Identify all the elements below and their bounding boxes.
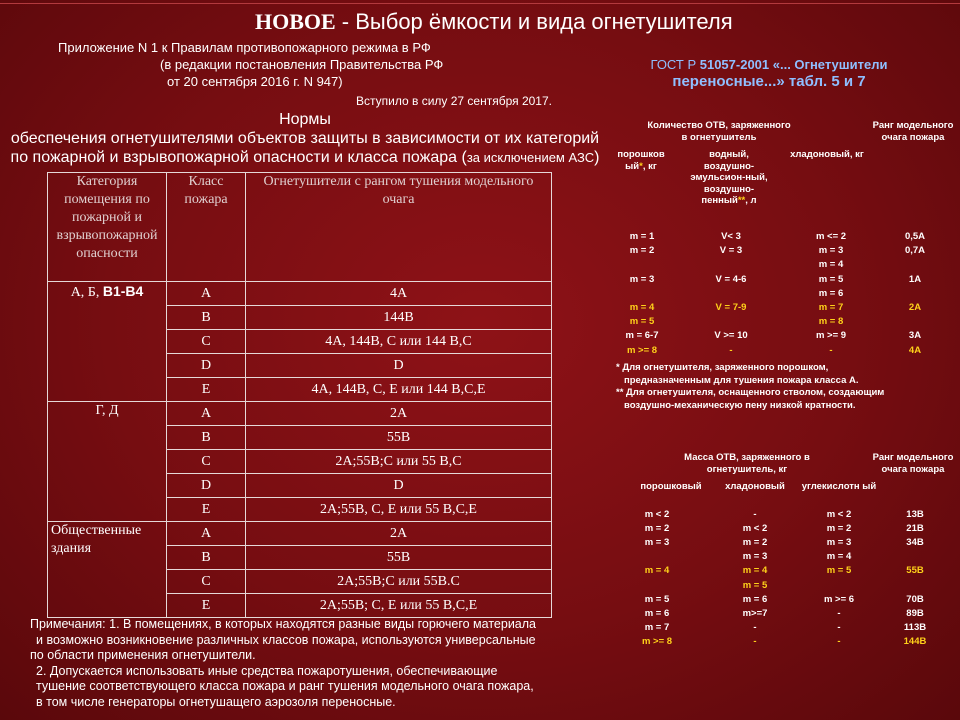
table7-cell-h: - (753, 509, 757, 520)
table5-cell-w: - (729, 344, 733, 356)
table7-header-powder: порошковый (640, 481, 702, 492)
table5-cell-r: 4А (908, 344, 922, 356)
extinguisher-cell: 2А (246, 402, 552, 426)
gost-title: переносные...» табл. 5 и 7 (672, 73, 866, 90)
note-line: в том числе генераторы огнетушащего аэрозоля переносные. (36, 694, 396, 709)
note-line: по области применения огнетушители. (30, 648, 256, 662)
fire-class-cell: С (167, 330, 246, 354)
effective-date: Вступило в силу 27 сентября 2017. (356, 94, 552, 108)
table7-cell-r: 13В (906, 509, 924, 520)
table5-cell-h: m = 4 (818, 259, 844, 271)
table5-cell-h: m >= 9 (815, 330, 847, 342)
fire-class-cell: Е (167, 378, 246, 402)
norms-line-2: обеспечения огнетушителями объектов защиты в зависимости от их категорий (10, 130, 600, 147)
table-row (48, 402, 552, 426)
table5-cell-w: V >= 10 (714, 330, 748, 342)
norms-line-3-text: по пожарной и взрывопожарной опасности и класса пожара ( (10, 149, 467, 166)
table7-cell-c: m = 2 (826, 523, 852, 535)
norms-line-3-end: ) (594, 149, 600, 166)
table5-cell-p: m = 2 (629, 245, 655, 257)
table5-cell-h: m = 7 (818, 302, 844, 313)
extinguisher-cell: D (246, 474, 552, 498)
extinguisher-cell: 2А;55В; С, Е или 55 В,С,Е (246, 594, 552, 618)
table7-cell-h: - (753, 621, 757, 633)
table7-cell-r: 34В (906, 537, 924, 549)
extinguisher-cell: 2А;55В;С или 55 В,С (246, 450, 552, 474)
table7-cell-h: m = 4 (742, 565, 768, 577)
table5-cell-p: m = 1 (629, 231, 655, 242)
extinguisher-cell: 4А, 144В, С, Е или 144 В,С,Е (246, 378, 552, 402)
table5-cell-h: m = 3 (818, 245, 844, 257)
table5-cell-p: m = 5 (629, 316, 655, 328)
table7-header-group: Масса ОТВ, заряженного в огнетушитель, кг (684, 452, 810, 475)
table7-cell-r: 144В (903, 635, 927, 647)
fire-class-cell: С (167, 450, 246, 474)
fire-class-cell: D (167, 354, 246, 378)
powder-label: порошков ый (617, 149, 665, 172)
table7-header-rank: Ранг модельного очага пожара (872, 452, 954, 475)
table5-cell-p: m = 3 (629, 273, 655, 285)
header-category: Категория помещения по пожарной и взрывопожарной опасности (48, 173, 167, 282)
table5-cell-h: m = 6 (818, 287, 844, 299)
appendix-line-1: Приложение N 1 к Правилам противопожарного режима в РФ (58, 40, 431, 55)
footnote-line: предназначенным для тушения пожара класса А. (624, 374, 859, 386)
footnote-line: ** Для огнетушителя, оснащенного стволом, создающим (616, 387, 885, 398)
extinguisher-cell: 2А;55В, С, Е или 55 В,С,Е (246, 498, 552, 522)
footnote-line: * Для огнетушителя, заряженного порошком, (616, 362, 829, 373)
table5-cell-p: m >= 8 (626, 344, 658, 356)
fire-class-cell: В (167, 426, 246, 450)
table7-cell-h: m = 5 (742, 579, 768, 591)
fire-class-cell: А (167, 282, 246, 306)
note-line: тушение соответствующего класса пожара и ранг тушения модельного очага пожара, (36, 679, 534, 693)
category-text: А, Б, (70, 285, 103, 300)
table5-cell-r: 1А (908, 273, 922, 285)
fire-class-cell: Е (167, 498, 246, 522)
table7-cell-r: 55В (906, 565, 924, 577)
header-extinguishers: Огнетушители с рангом тушения модельного очага (246, 173, 552, 282)
table5-cell-w: V = 3 (719, 245, 743, 257)
table7-cell-c: m = 4 (826, 551, 852, 563)
table7-cell-r: 89В (906, 607, 924, 619)
table5 (600, 118, 960, 358)
norms-heading (0, 110, 610, 167)
table7-cell-r: 70В (906, 593, 924, 605)
table7 (600, 452, 960, 652)
extinguisher-cell: 144В (246, 306, 552, 330)
page-title (255, 9, 733, 35)
powder-unit: , кг (642, 160, 657, 172)
table7-cell-h: m = 6 (742, 593, 768, 605)
category-cell (48, 522, 167, 618)
table5-footnotes (616, 362, 884, 412)
table-row (48, 282, 552, 306)
fire-class-cell: А (167, 402, 246, 426)
table5-cell-p: m = 6-7 (625, 330, 659, 342)
table7-cell-r: 21В (906, 523, 924, 535)
table5-cell-r: 0,7А (904, 245, 926, 257)
category-text: Г, Д (95, 403, 119, 418)
table7-cell-h: - (753, 635, 757, 647)
table5-cell-w: V = 4-6 (715, 273, 747, 285)
fire-class-cell: А (167, 522, 246, 546)
extinguisher-cell: 2А (246, 522, 552, 546)
table5-cell-r: 2А (908, 302, 922, 313)
header-fire-class: Класс пожара (167, 173, 246, 282)
category-text: Общественные здания (51, 523, 142, 556)
table7-cell-c: m >= 6 (823, 593, 855, 605)
table5-cell-r: 0,5А (904, 231, 926, 242)
extinguisher-cell: 2А;55В;С или 55В.С (246, 570, 552, 594)
table5-header-halon: хладоновый, кг (790, 149, 864, 160)
extinguisher-norms-table (47, 172, 552, 618)
top-border (0, 3, 960, 4)
table5-cell-h: m <= 2 (815, 231, 847, 242)
water-unit: , л (745, 195, 757, 206)
norms-exception: за исключением АЗС (466, 150, 595, 165)
table7-cell-p: m = 4 (644, 565, 670, 577)
table7-cell-r: 113В (903, 621, 927, 633)
fire-class-cell: С (167, 570, 246, 594)
table7-cell-h: m>=7 (742, 607, 768, 619)
table7-cell-p: m < 2 (644, 509, 670, 520)
table-header-row (48, 173, 552, 282)
table5-cell-h: m = 5 (818, 273, 844, 285)
footnote-line: воздушно-механическую пену низкой кратности. (624, 399, 856, 411)
table7-cell-p: m = 7 (644, 621, 670, 633)
table7-cell-h: m = 2 (742, 537, 768, 549)
title-new-label: НОВОЕ (255, 9, 336, 34)
norms-line-3 (0, 148, 610, 167)
note-line: и возможно возникновение различных классов пожара, используются универсальные (36, 632, 536, 647)
category-cell (48, 282, 167, 402)
table5-header-water (684, 149, 774, 207)
appendix-line-2: (в редакции постановления Правительства РФ (160, 57, 444, 72)
fire-class-cell: В (167, 306, 246, 330)
table7-cell-p: m = 6 (644, 607, 670, 619)
table7-cell-p: m = 3 (644, 537, 670, 549)
gost-number: 51057-2001 «... Огнетушители (699, 57, 888, 72)
table7-cell-p: m = 2 (644, 523, 670, 535)
category-bold-text: В1-В4 (102, 283, 144, 299)
table5-cell-w: V< 3 (721, 231, 741, 242)
table7-cell-c: - (837, 607, 841, 619)
gost-prefix: ГОСТ Р (650, 57, 700, 72)
table7-header-halon: хладоновый (725, 481, 785, 492)
table7-cell-c: - (837, 621, 841, 633)
fire-class-cell: Е (167, 594, 246, 618)
table-row (48, 522, 552, 546)
table5-header-powder (612, 149, 670, 172)
table7-cell-p: m >= 8 (641, 635, 673, 647)
norms-title: Нормы (279, 111, 331, 128)
table7-cell-c: m = 3 (826, 537, 852, 549)
fire-class-cell: В (167, 546, 246, 570)
table7-cell-h: m = 3 (742, 551, 768, 563)
table5-header-group: Количество ОТВ, заряженного в огнетушитель (647, 120, 791, 143)
appendix-line-3: от 20 сентября 2016 г. N 947) (167, 74, 343, 89)
notes (30, 617, 590, 710)
table7-cell-c: m = 5 (826, 565, 852, 577)
note-line: 2. Допускается использовать иные средства пожаротушения, обеспечивающие (36, 663, 498, 678)
gost-reference (624, 56, 914, 90)
title-text: - Выбор ёмкости и вида огнетушителя (335, 9, 733, 34)
table7-cell-p: m = 5 (644, 593, 670, 605)
table5-cell-r: 3А (908, 330, 922, 342)
water-mark: ** (737, 195, 746, 206)
extinguisher-cell: 55В (246, 426, 552, 450)
table7-cell-c: - (837, 635, 841, 647)
table5-cell-p: m = 4 (629, 302, 655, 313)
extinguisher-cell: 4А, 144В, С или 144 В,С (246, 330, 552, 354)
table5-header-rank: Ранг модельного очага пожара (872, 120, 954, 143)
table7-header-co2: углекислотн ый (801, 481, 877, 492)
category-cell (48, 402, 167, 522)
table5-cell-w: V = 7-9 (715, 302, 747, 313)
extinguisher-cell: 55В (246, 546, 552, 570)
extinguisher-cell: D (246, 354, 552, 378)
extinguisher-cell: 4А (246, 282, 552, 306)
fire-class-cell: D (167, 474, 246, 498)
table7-cell-c: m < 2 (826, 509, 852, 520)
note-line: Примечания: 1. В помещениях, в которых находятся разные виды горючего материала (30, 617, 536, 631)
table5-cell-h: m = 8 (818, 316, 844, 328)
powder-mark: * (639, 160, 643, 172)
table7-cell-h: m < 2 (742, 523, 768, 535)
water-label: водный, воздушно-эмульсион-ный, воздушно-пенный (690, 149, 768, 206)
table5-cell-h: - (829, 344, 833, 356)
